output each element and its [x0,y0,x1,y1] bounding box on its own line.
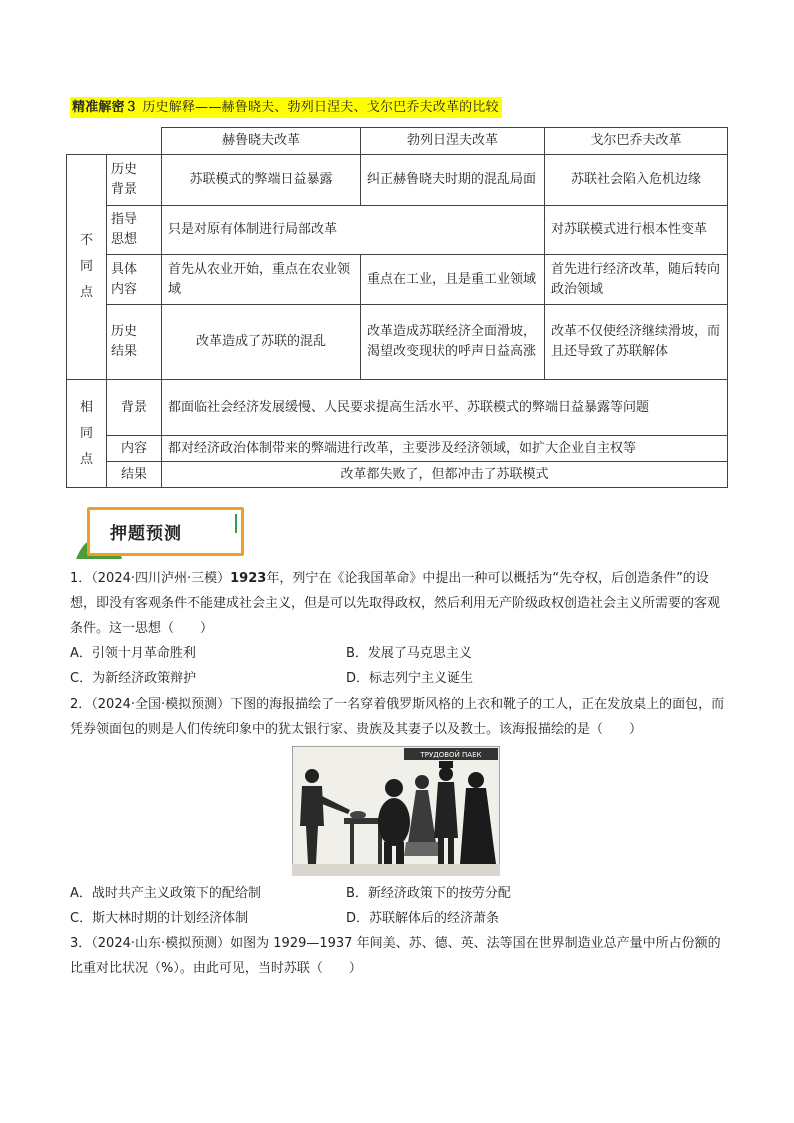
table-cell: 只是对原有体制进行局部改革 [162,206,545,255]
table-header-row [67,128,728,155]
column-header: 赫鲁晓夫改革 [162,128,361,155]
table-row [67,462,728,488]
table-cell: 改革都失败了，但都冲击了苏联模式 [162,462,728,488]
table-cell: 苏联模式的弊端日益暴露 [162,155,361,206]
question-stem: 1．（2024·四川泸州·三模）1923年，列宁在《论我国革命》中提出一种可以概括为“先夺权，后创造条件”的设想，即没有客观条件不能建成社会主义，但是可以先取得政权，然后利用无产阶级政权创造社会主义所需要的客观条件。这一思想（ ） [70,571,721,636]
row-label: 背景 [107,380,162,436]
table-cell: 改革造成了苏联的混乱 [162,305,361,380]
table-cell: 改革不仅使经济继续滑坡，而且还导致了苏联解体 [545,305,728,380]
option-a[interactable]: A．战时共产主义政策下的配给制 [70,886,261,901]
poster-image [292,746,500,876]
table-corner-cell [67,128,162,155]
table-row [67,436,728,462]
answer-options [70,641,730,691]
heading-text: 历史解释——赫鲁晓夫、勃列日涅夫、戈尔巴乔夫改革的比较 [142,100,499,115]
question-3 [70,931,730,981]
similarities-label: 相 同 点 [67,380,107,488]
table-cell: 首先从农业开始，重点在农业领域 [162,255,361,305]
table-cell: 对苏联模式进行根本性变革 [545,206,728,255]
question-2 [70,692,730,742]
table-row [67,155,728,206]
table-row [67,380,728,436]
table-cell: 都对经济政治体制带来的弊端进行改革，主要涉及经济领域，如扩大企业自主权等 [162,436,728,462]
column-header: 勃列日涅夫改革 [361,128,545,155]
table-cell: 首先进行经济改革，随后转向政治领域 [545,255,728,305]
row-label: 结果 [107,462,162,488]
section-heading [70,97,502,118]
row-label: 内容 [107,436,162,462]
table-row [67,255,728,305]
badge-accent-bar [235,514,237,533]
badge-title: 押题预测 [110,524,182,544]
table-cell: 苏联社会陷入危机边缘 [545,155,728,206]
column-header: 戈尔巴乔夫改革 [545,128,728,155]
option-b[interactable]: B．发展了马克思主义 [346,646,472,661]
comparison-table [66,127,728,488]
question-2-options [70,881,730,931]
table-cell: 重点在工业，且是重工业领域 [361,255,545,305]
section-badge [76,505,248,559]
row-label: 历史 背景 [107,155,162,206]
question-stem: 2．（2024·全国·模拟预测）下图的海报描绘了一名穿着俄罗斯风格的上衣和靴子的工人，正在发放桌上的面包，而凭券领面包的则是人们传统印象中的犹太银行家、贵族及其妻子以及教士。该海报描绘的是（ ） [70,697,725,737]
row-label: 指导 思想 [107,206,162,255]
row-label: 具体 内容 [107,255,162,305]
table-row [67,305,728,380]
question-stem: 3．（2024·山东·模拟预测）如图为 1929—1937 年间美、苏、德、英、法等国在世界制造业总产量中所占份额的比重对比状况（%）。由此可见，当时苏联（ ） [70,936,721,976]
differences-label: 不 同 点 [67,155,107,380]
option-b[interactable]: B．新经济政策下的按劳分配 [346,886,511,901]
option-a[interactable]: A．引领十月革命胜利 [70,646,196,661]
table-row [67,206,728,255]
answer-options [70,881,730,931]
table-cell: 改革造成苏联经济全面滑坡，渴望改变现状的呼声日益高涨 [361,305,545,380]
question-1 [70,566,730,691]
poster-caption: ТРУДОВОЙ ПАЕК [420,751,482,759]
table-cell: 都面临社会经济发展缓慢、人民要求提高生活水平、苏联模式的弊端日益暴露等问题 [162,380,728,436]
option-d[interactable]: D．标志列宁主义诞生 [346,671,474,686]
option-c[interactable]: C．为新经济政策辩护 [70,671,197,686]
option-c[interactable]: C．斯大林时期的计划经济体制 [70,911,249,926]
heading-label: 精准解密３ [72,100,139,115]
row-label: 历史 结果 [107,305,162,380]
table-cell: 纠正赫鲁晓夫时期的混乱局面 [361,155,545,206]
option-d[interactable]: D．苏联解体后的经济萧条 [346,911,500,926]
